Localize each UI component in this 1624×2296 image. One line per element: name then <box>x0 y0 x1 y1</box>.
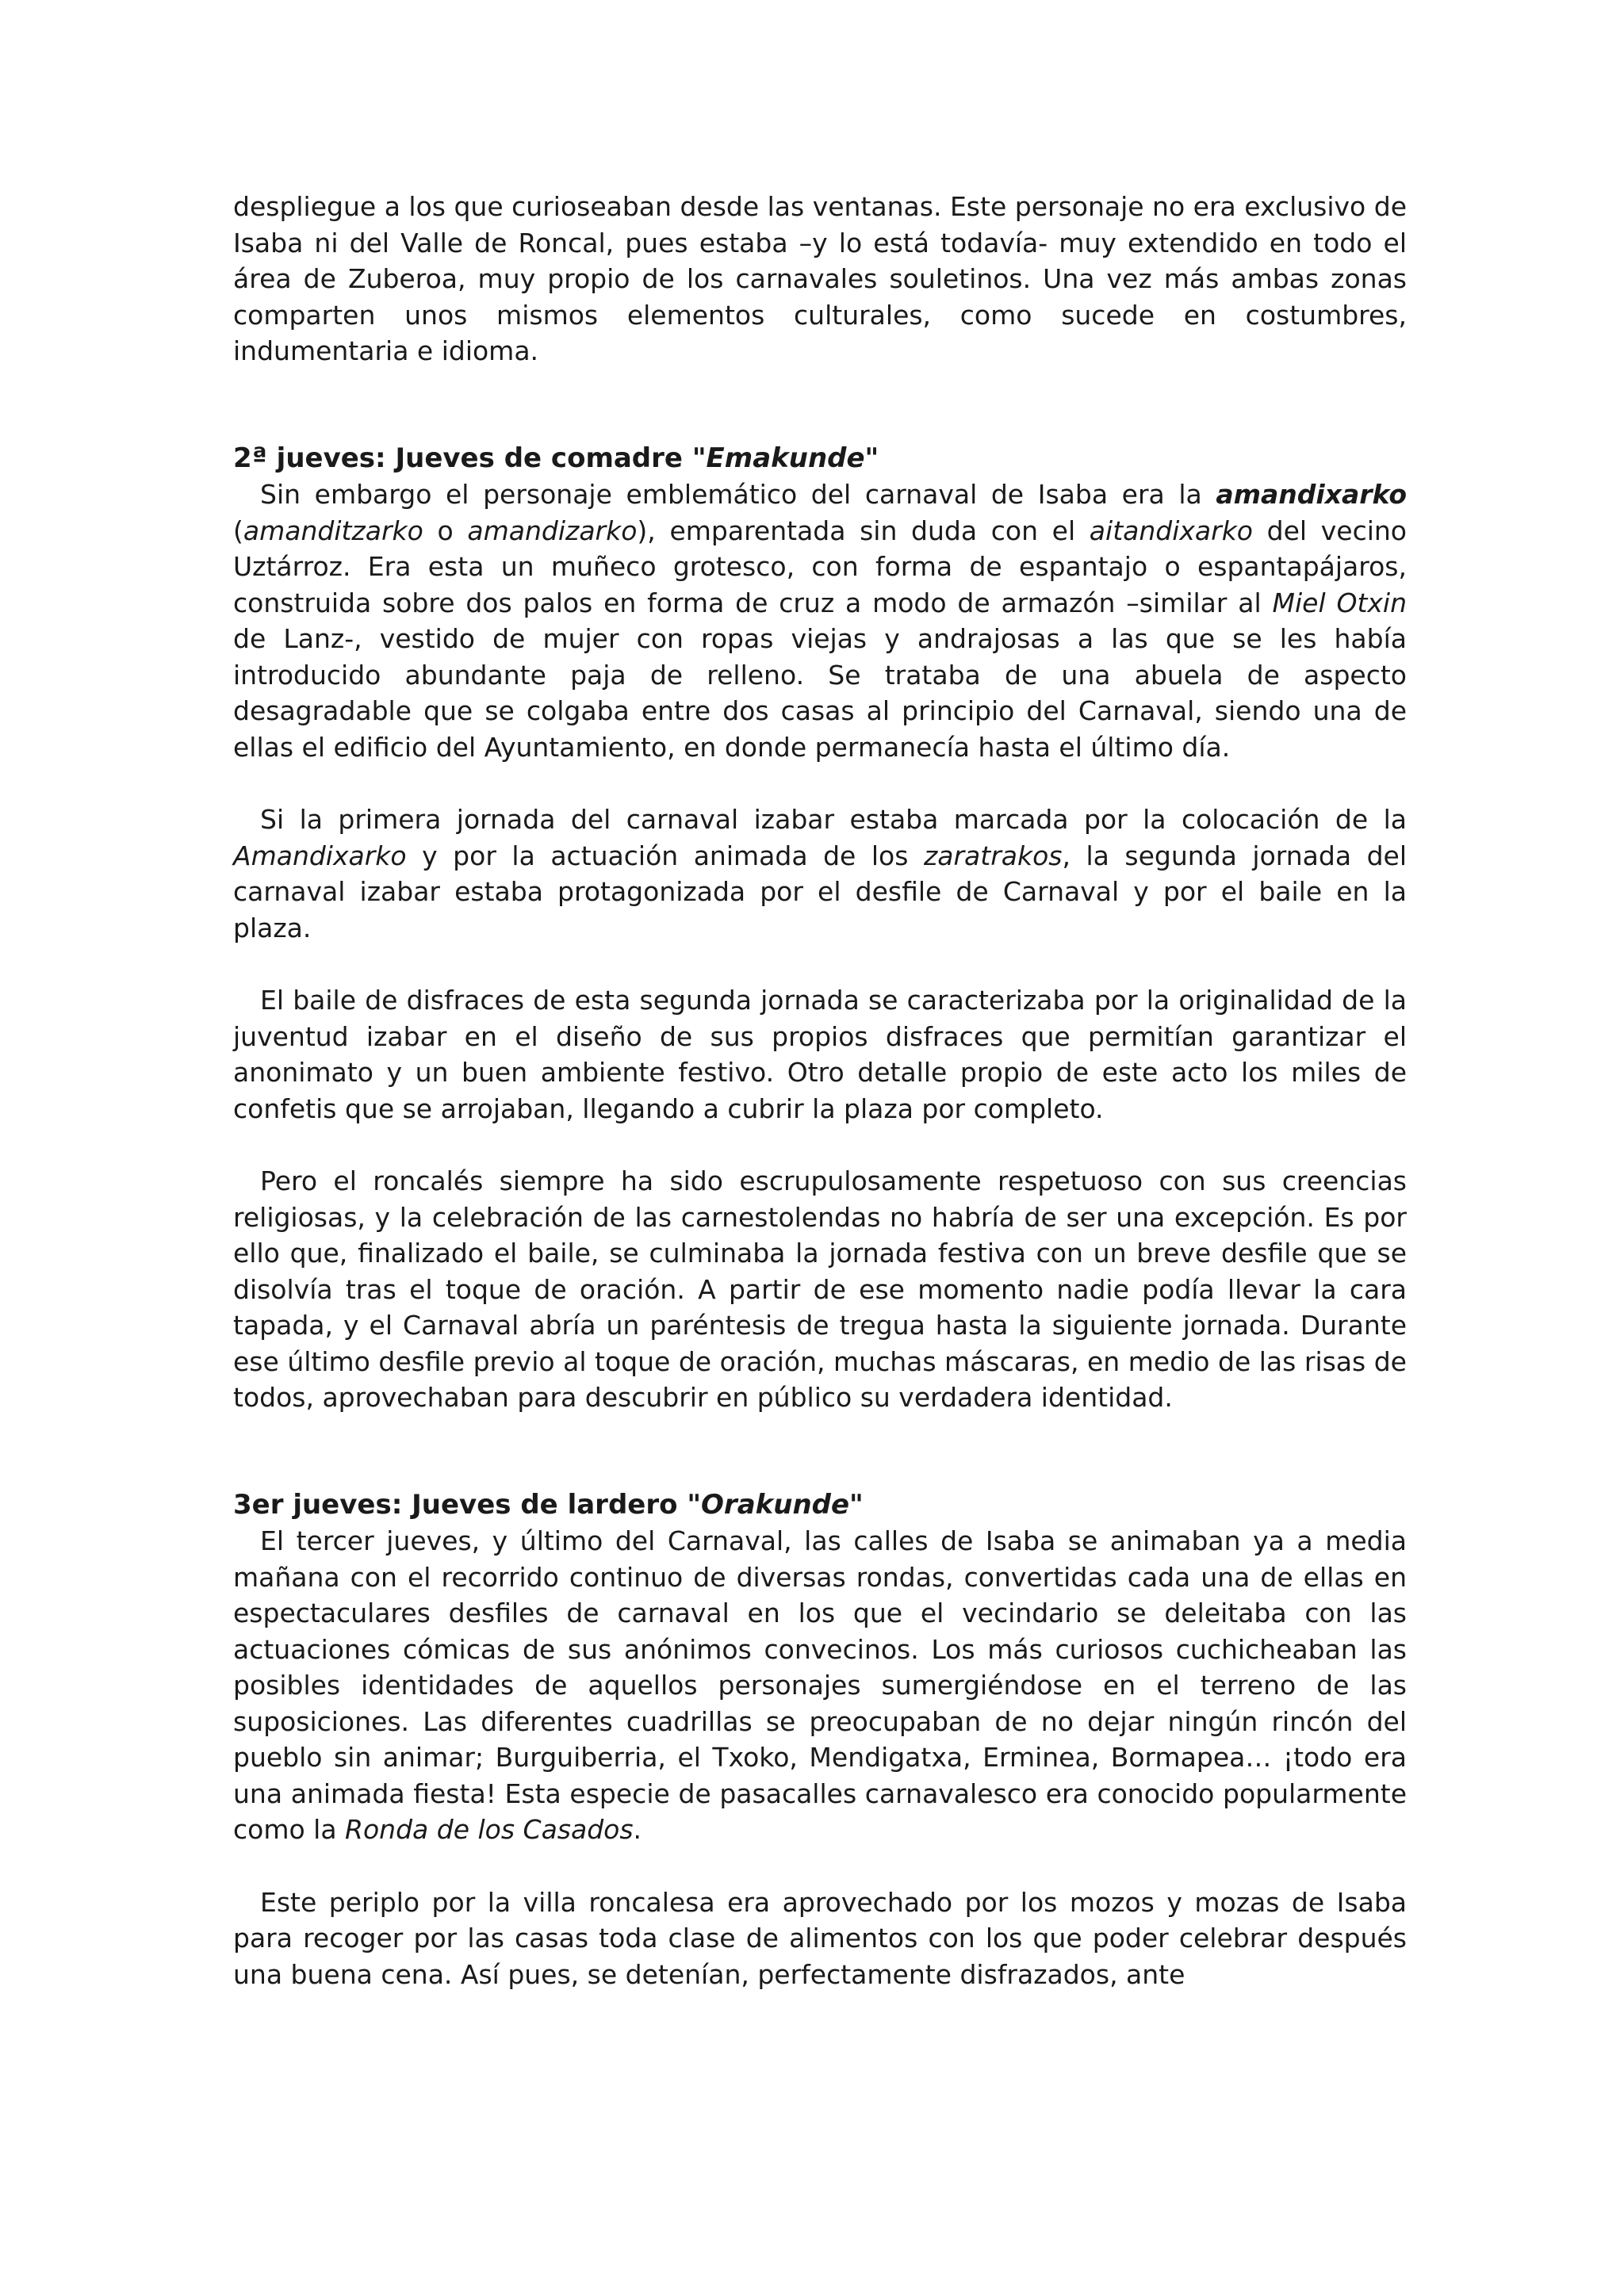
italic-term: zaratrakos <box>923 840 1063 871</box>
paragraph-tercer-jueves <box>233 1523 1407 1848</box>
paragraph-text: Si la primera jornada del carnaval izabar estaba marcada por la colocación de la <box>260 804 1407 835</box>
paragraph-text: . <box>633 1814 642 1845</box>
paragraph-zuberoa <box>233 189 1407 369</box>
paragraph-baile-disfraces <box>233 982 1407 1127</box>
heading-prefix: 2ª jueves: Jueves de comadre <box>233 442 692 474</box>
heading-quoted-name: "Orakunde" <box>687 1488 864 1521</box>
italic-term: Amandixarko <box>233 840 407 871</box>
section-heading-emakunde <box>233 441 1407 477</box>
paragraph-text: El baile de disfraces de esta segunda jornada se caracterizaba por la originalidad de la juventud izabar en el diseño de sus propios disfraces que permitían garantizar el anonimato y un buen ambiente festivo. Otro detalle propio de este acto los miles de confetis que se arrojaban, llegando a cubrir la plaza por completo. <box>233 985 1407 1124</box>
paragraph-text: de Lanz-, vestido de mujer con ropas viejas y andrajosas a las que se les había introducido abundante paja de relleno. Se trataba de una abuela de aspecto desagradable que se colgaba entre dos casas al principio del Carnaval, siendo una de ellas el edificio del Ayuntamiento, en donde permanecía hasta el último día. <box>233 623 1407 763</box>
paragraph-text: Pero el roncalés siempre ha sido escrupulosamente respetuoso con sus creencias religiosas, y la celebración de las carnestolendas no habría de ser una excepción. Es por ello que, finalizado el baile, se culminaba la jornada festiva con un breve desfile que se disolvía tras el toque de oración. A partir de ese momento nadie podía llevar la cara tapada, y el Carnaval abría un paréntesis de tregua hasta la siguiente jornada. Durante ese último desfile previo al toque de oración, muchas máscaras, en medio de las risas de todos, aprovechaban para descubrir en público su verdadera identidad. <box>233 1165 1407 1413</box>
paragraph-roncales <box>233 1163 1407 1416</box>
italic-term: aitandixarko <box>1089 515 1253 546</box>
paragraph-text: o <box>423 515 468 546</box>
heading-prefix: 3er jueves: Jueves de lardero <box>233 1488 688 1521</box>
paragraph-text: Sin embargo el personaje emblemático del carnaval de Isaba era la <box>260 479 1216 510</box>
paragraph-text: ), emparentada sin duda con el <box>637 515 1090 546</box>
paragraph-text: y por la actuación animada de los <box>406 840 924 871</box>
italic-term: amanditzarko <box>243 515 423 546</box>
paragraph-text: despliegue a los que curioseaban desde las ventanas. Este personaje no era exclusivo de Isaba ni del Valle de Roncal, pues estaba –y lo está todavía- muy extendido en todo el área de Zuberoa, muy propio de los carnavales souletinos. Una vez más ambas zonas comparten unos mismos elementos culturales, como sucede en costumbres, indumentaria e idioma. <box>233 191 1407 366</box>
paragraph-text: Este periplo por la villa roncalesa era aprovechado por los mozos y mozas de Isaba para recoger por las casas toda clase de alimentos con los que poder celebrar después una buena cena. Así pues, se detenían, perfectamente disfrazados, ante <box>233 1886 1407 1990</box>
section-heading-orakunde <box>233 1487 1407 1524</box>
document-page <box>233 189 1407 1992</box>
italic-term: amandizarko <box>467 515 638 546</box>
italic-term: Miel Otxin <box>1272 587 1407 618</box>
heading-quoted-name: "Emakunde" <box>691 442 879 474</box>
paragraph-text: El tercer jueves, y último del Carnaval, las calles de Isaba se animaban ya a media mañana con el recorrido continuo de diversas rondas, convertidas cada una de ellas en espectaculares desfiles de carnaval en los que el vecindario se deleitaba con las actuaciones cómicas de sus anónimos convecinos. Los más curiosos cuchicheaban las posibles identidades de aquellos personajes sumergiéndose en el terreno de las suposiciones. Las diferentes cuadrillas se preocupaban de no dejar ningún rincón del pueblo sin animar; Burguiberria, el Txoko, Mendigatxa, Erminea, Bormapea… ¡todo era una animada fiesta! Esta especie de pasacalles carnavalesco era conocido popularmente como la <box>233 1525 1407 1845</box>
emphasis-term: amandixarko <box>1216 479 1407 510</box>
paragraph-text: , la segunda jornada del carnaval izabar estaba protagonizada por el desfile de Carnaval y por el baile en la plaza. <box>233 840 1407 943</box>
paragraph-primera-jornada <box>233 802 1407 946</box>
paragraph-periplo <box>233 1885 1407 1993</box>
paragraph-text: ( <box>233 515 243 546</box>
italic-term: Ronda de los Casados <box>345 1814 634 1845</box>
paragraph-text: del vecino Uztárroz. Era esta un muñeco grotesco, con forma de espantajo o espantapájaros, construida sobre dos palos en forma de cruz a modo de armazón –similar al <box>233 515 1407 618</box>
paragraph-amandixarko <box>233 476 1407 765</box>
